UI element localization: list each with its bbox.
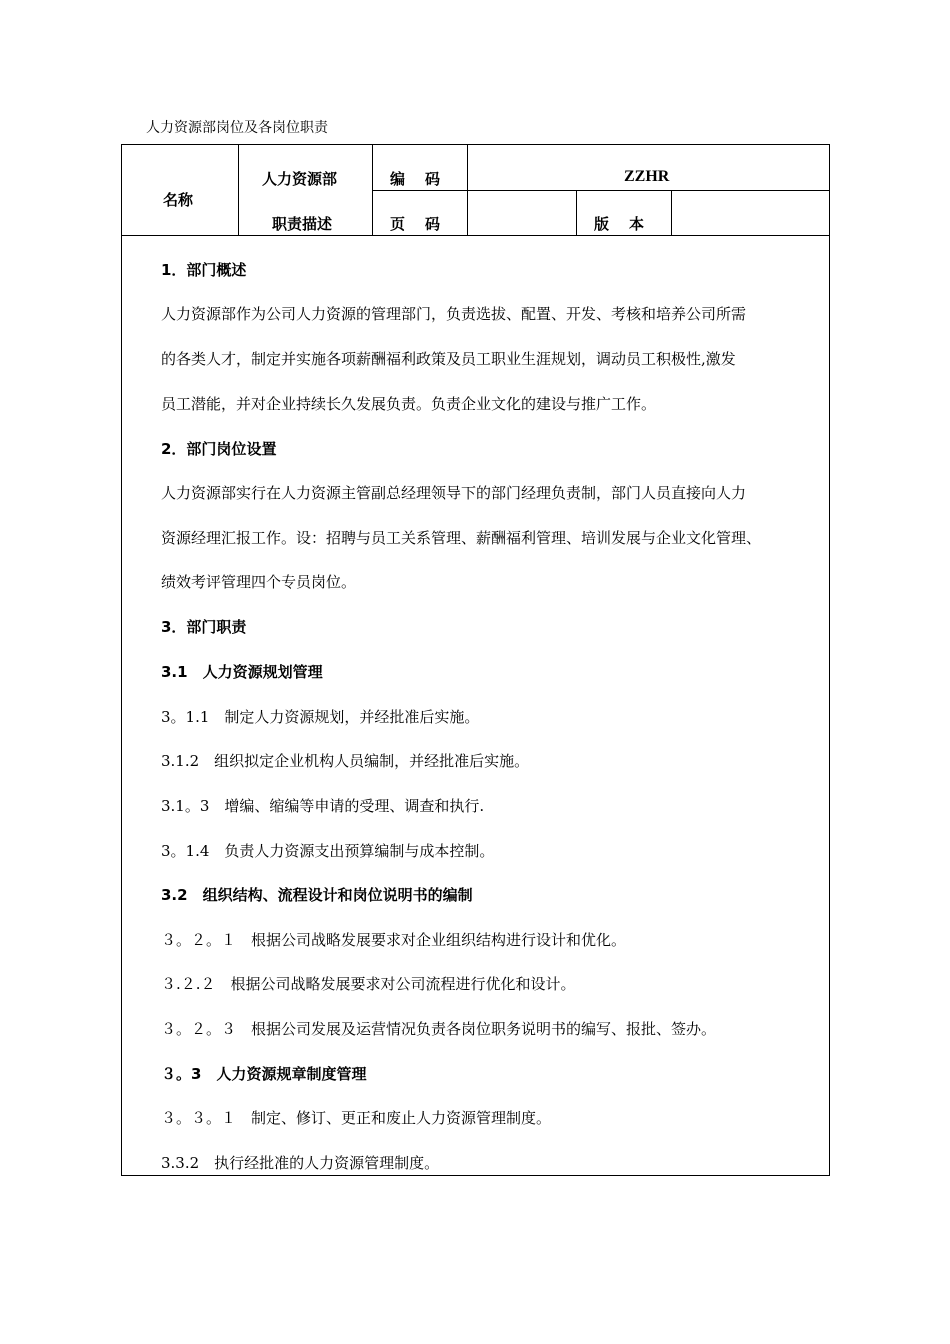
header-col-divider-4 (576, 190, 577, 235)
duty-item: 3.1。3 增编、缩编等申请的受理、调查和执行. (161, 797, 485, 815)
description-label: 职责描述 (272, 215, 333, 233)
duty-item: 3。1.1 制定人力资源规划，并经批准后实施。 (161, 708, 480, 726)
header-col-divider-1 (238, 144, 239, 235)
section-3-3-heading: ３。3 人力资源规章制度管理 (161, 1065, 367, 1083)
section-2-paragraph-line: 绩效考评管理四个专员岗位。 (161, 573, 357, 591)
header-col-divider-2 (372, 144, 373, 235)
duty-item: ３。２。１ 根据公司战略发展要求对企业组织结构进行设计和优化。 (161, 931, 627, 949)
section-1-paragraph-line: 人力资源部作为公司人力资源的管理部门，负责选拔、配置、开发、考核和培养公司所需 (161, 305, 747, 323)
section-3-heading: 3．部门职责 (161, 618, 247, 636)
section-2-heading: 2．部门岗位设置 (161, 440, 277, 458)
duty-item: ３。３。１ 制定、修订、更正和废止人力资源管理制度。 (161, 1109, 552, 1127)
section-2-paragraph-line: 资源经理汇报工作。设：招聘与员工关系管理、薪酬福利管理、培训发展与企业文化管理、 (161, 529, 762, 547)
duty-item: 3.3.2 执行经批准的人力资源管理制度。 (161, 1154, 440, 1172)
section-1-paragraph-line: 员工潜能，并对企业持续长久发展负责。负责企业文化的建设与推广工作。 (161, 395, 657, 413)
section-1-paragraph-line: 的各类人才，制定并实施各项薪酬福利政策及员工职业生涯规划，调动员工积极性,激发 (161, 350, 736, 368)
section-3-1-heading: 3.1 人力资源规划管理 (161, 663, 323, 681)
page-label: 页码 (390, 215, 461, 233)
section-2-paragraph-line: 人力资源部实行在人力资源主管副总经理领导下的部门经理负责制，部门人员直接向人力 (161, 484, 747, 502)
header-col-divider-5 (671, 190, 672, 235)
version-label: 版本 (594, 215, 665, 233)
duty-item: ３。２。３ 根据公司发展及运营情况负责各岗位职务说明书的编写、报批、签办。 (161, 1020, 717, 1038)
code-label: 编码 (390, 170, 461, 188)
duty-item: 3.1.2 组织拟定企业机构人员编制，并经批准后实施。 (161, 752, 530, 770)
duty-item: 3。1.4 负责人力资源支出预算编制与成本控制。 (161, 842, 495, 860)
section-3-2-heading: 3.2 组织结构、流程设计和岗位说明书的编制 (161, 886, 473, 904)
code-value: ZZHR (624, 168, 670, 185)
document-title: 人力资源部岗位及各岗位职责 (146, 120, 328, 136)
duty-item: ３.２.２ 根据公司战略发展要求对公司流程进行优化和设计。 (161, 975, 576, 993)
section-1-heading: 1．部门概述 (161, 261, 247, 279)
header-col-divider-3 (467, 144, 468, 235)
header-divider-middle (372, 190, 830, 191)
name-label: 名称 (163, 191, 194, 209)
department-name: 人力资源部 (262, 170, 338, 188)
header-divider-bottom (121, 235, 830, 236)
